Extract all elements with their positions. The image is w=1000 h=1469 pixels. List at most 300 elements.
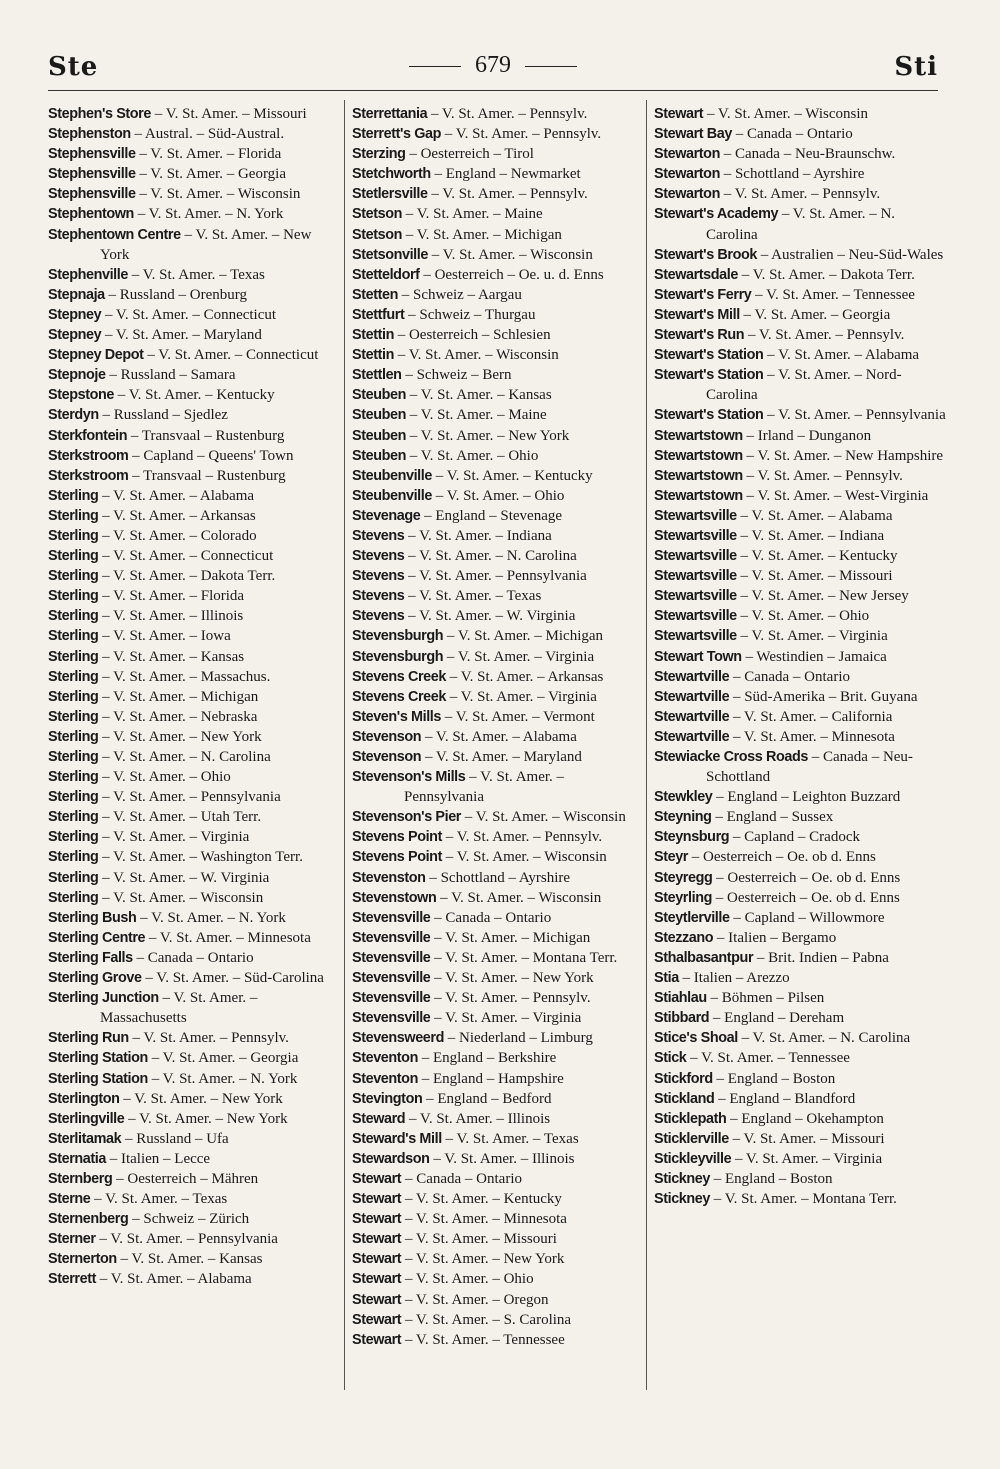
entry-headword: Sterne [48, 1191, 91, 1208]
entry-headword: Sterling [48, 487, 99, 504]
entry-location: – Westindien – Jamaica [741, 648, 887, 665]
entry-location: – Russland – Ufa [121, 1130, 229, 1147]
entry-headword: Stevenson's Mills [352, 769, 466, 786]
gazetteer-entry [352, 928, 644, 948]
entry-location: – V. St. Amer. – Virginia [731, 1150, 883, 1167]
entry-headword: Stewart [352, 1291, 402, 1308]
entry-location: – V. St. Amer. – N. Carolina [737, 1030, 911, 1047]
entry-headword: Stewart [352, 1271, 402, 1288]
entry-location: – V. St. Amer. – Dakota Terr. [98, 568, 276, 585]
entry-headword: Stewart [352, 1331, 402, 1348]
gazetteer-entry [654, 345, 946, 365]
gazetteer-entry [654, 466, 946, 486]
gazetteer-entry [48, 446, 340, 466]
entry-headword: Steward's Mill [352, 1130, 442, 1147]
gazetteer-entry [48, 184, 340, 204]
entry-headword: Sterzing [352, 146, 406, 163]
entry-location: – V. St. Amer. – Illinois [429, 1150, 575, 1167]
entry-location: – Schweiz – Thurgau [404, 306, 536, 323]
entry-location: – V. St. Amer. – Pennsylv. [427, 106, 588, 122]
entry-headword: Sterling Station [48, 1050, 148, 1067]
entry-location: – Russland – Sjedlez [98, 407, 228, 424]
entry-headword: Stevensville [352, 949, 431, 966]
entry-headword: Stewartsville [654, 628, 737, 645]
entry-headword: Stezzano [654, 929, 714, 946]
entry-headword: Stewart's Academy [654, 206, 779, 223]
entry-location: – V. St. Amer. – Montana Terr. [710, 1191, 897, 1208]
entry-headword: Stewartsville [654, 608, 737, 625]
entry-headword: Stewiacke Cross Roads [654, 749, 808, 765]
gazetteer-entry [654, 1149, 946, 1169]
entry-headword: Sterling Falls [48, 949, 133, 966]
gazetteer-entry [48, 667, 340, 687]
entry-location: – Schottland – Ayrshire [719, 166, 865, 183]
entry-headword: Stickney [654, 1191, 710, 1208]
entry-location: – V. St. Amer. – California [729, 708, 893, 725]
gazetteer-entry [352, 1109, 644, 1129]
entry-location: – V. St. Amer. – Kentucky [431, 467, 593, 484]
entry-headword: Steubenville [352, 467, 432, 484]
gazetteer-entry [654, 124, 946, 144]
gazetteer-entry [352, 486, 644, 506]
entry-location: – V. St. Amer. – W. Virginia [404, 608, 576, 625]
entry-headword: Stewart's Mill [654, 306, 740, 323]
entry-location: – V. St. Amer. – Florida [135, 146, 282, 163]
gazetteer-entry [654, 827, 946, 847]
entry-headword: Stewartsville [654, 588, 737, 605]
column-divider-1 [344, 100, 345, 1390]
gazetteer-entry [654, 647, 946, 667]
entry-location: – V. St. Amer. – Wisconsin [427, 246, 593, 263]
entry-headword: Stevenson's Pier [352, 809, 461, 826]
entry-headword: Stevens [352, 527, 405, 544]
entry-location: – V. St. Amer. – Wisconsin [98, 889, 264, 906]
entry-location: – V. St. Amer. – Virginia [430, 1010, 582, 1027]
entry-location: – V. St. Amer. – Wisconsin [441, 849, 607, 866]
entry-headword: Stetten [352, 286, 398, 303]
entry-location: – V. St. Amer. – Georgia [147, 1050, 299, 1067]
entry-headword: Sterling Grove [48, 970, 142, 987]
entry-headword: Sterling [48, 628, 99, 645]
gazetteer-entry [654, 888, 946, 908]
entry-location: – V. St. Amer. – Pennsylvania [763, 407, 946, 424]
gazetteer-entry [48, 104, 340, 124]
entry-location: – V. St. Amer. – Massachusetts [100, 990, 258, 1027]
entry-location: – V. St. Amer. – Tennessee [401, 1331, 565, 1348]
gazetteer-entry [48, 626, 340, 646]
entry-headword: Stetson [352, 206, 402, 223]
gazetteer-entry [352, 345, 644, 365]
gazetteer-entry [352, 847, 644, 867]
entry-location: – V. St. Amer. – Connecticut [98, 548, 274, 565]
entry-location: – V. St. Amer. – Virginia [98, 829, 250, 846]
entry-location: – V. St. Amer. – Indiana [736, 527, 885, 544]
gazetteer-entry [48, 807, 340, 827]
gazetteer-entry [654, 305, 946, 325]
gazetteer-entry [352, 1028, 644, 1048]
gazetteer-entry [352, 466, 644, 486]
entry-location: – V. St. Amer. – Missouri [401, 1231, 557, 1248]
entry-location: – Transvaal – Rustenburg [127, 427, 285, 444]
entry-headword: Sterling [48, 728, 99, 745]
gazetteer-entry [48, 426, 340, 446]
gazetteer-entry [48, 1209, 340, 1229]
gazetteer-entry [352, 1169, 644, 1189]
entry-location: – V. St. Amer. – Colorado [98, 527, 257, 544]
entry-headword: Sterling [48, 688, 99, 705]
gazetteer-entry [654, 1169, 946, 1189]
entry-headword: Stephentown Centre [48, 226, 181, 243]
entry-location: – V. St. Amer. – Wisconsin [135, 186, 301, 203]
gazetteer-entry [48, 325, 340, 345]
gazetteer-entry [654, 868, 946, 888]
gazetteer-entry [654, 526, 946, 546]
entry-headword: Sterling [48, 889, 99, 906]
entry-headword: Sterling [48, 809, 99, 826]
entry-headword: Stevenstown [352, 889, 437, 906]
gazetteer-entry [654, 1048, 946, 1068]
entry-location: – Canada – Neu-Schottland [706, 749, 913, 786]
entry-headword: Stewartville [654, 708, 730, 725]
entry-headword: Stewart [352, 1211, 402, 1228]
entry-location: – Italien – Bergamo [713, 929, 837, 946]
entry-location: – V. St. Amer. – West-Virginia [742, 487, 929, 504]
entry-headword: Stewart's Station [654, 347, 764, 364]
entry-headword: Stewartstown [654, 487, 743, 504]
entry-location: – Transvaal – Rustenburg [128, 467, 286, 484]
entry-location: – V. St. Amer. – Connecticut [101, 306, 277, 323]
entry-location: – V. St. Amer. – Pennsylv. [742, 467, 903, 484]
entry-headword: Stettin [352, 327, 394, 344]
gazetteer-entry [352, 124, 644, 144]
entry-location: – V. St. Amer. – Pennsylvania [404, 769, 565, 806]
entry-location: – V. St. Amer. – Michigan [401, 226, 562, 243]
gazetteer-entry [654, 727, 946, 747]
entry-location: – V. St. Amer. – Arkansas [98, 507, 256, 524]
gazetteer-entry [352, 747, 644, 767]
entry-headword: Sterrettania [352, 106, 428, 122]
gazetteer-entry [48, 204, 340, 224]
entry-location: – England – Blandford [714, 1090, 856, 1107]
gazetteer-entry [48, 144, 340, 164]
gazetteer-entry [352, 647, 644, 667]
entry-location: – V. St. Amer. – New York [405, 427, 570, 444]
entry-location: – Niederland – Limburg [444, 1030, 593, 1047]
gazetteer-entry [352, 1149, 644, 1169]
entry-headword: Stephensville [48, 146, 136, 163]
entry-headword: Sterling [48, 648, 99, 665]
gazetteer-entry [654, 807, 946, 827]
entry-headword: Stibbard [654, 1010, 710, 1027]
gazetteer-entry [352, 1290, 644, 1310]
gazetteer-entry [352, 968, 644, 988]
gazetteer-entry [48, 687, 340, 707]
gazetteer-entry [352, 1330, 644, 1350]
gazetteer-entry [654, 787, 946, 807]
entry-headword: Stephentown [48, 206, 134, 223]
entry-headword: Stepnoje [48, 367, 106, 384]
gazetteer-entry [654, 426, 946, 446]
gazetteer-entry [654, 948, 946, 968]
gazetteer-entry [654, 626, 946, 646]
entry-headword: Stepney Depot [48, 347, 144, 364]
entry-headword: Stepney [48, 306, 102, 323]
entry-location: – V. St. Amer. – Oregon [401, 1291, 549, 1308]
entry-headword: Stewart [352, 1251, 402, 1268]
header-rule [48, 90, 938, 91]
entry-location: – England – Sussex [711, 809, 834, 826]
gazetteer-entry [352, 225, 644, 245]
entry-headword: Steuben [352, 407, 406, 424]
entry-location: – V. St. Amer. – Maryland [101, 327, 262, 344]
gazetteer-entry [48, 1089, 340, 1109]
entry-location: – V. St. Amer. – Arkansas [446, 668, 604, 685]
entry-location: – V. St. Amer. – Kentucky [113, 387, 275, 404]
running-head-left: Ste [48, 52, 99, 82]
gazetteer-entry [48, 466, 340, 486]
gazetteer-entry [352, 184, 644, 204]
entry-headword: Sterner [48, 1231, 96, 1248]
entry-location: – Capland – Queens' Town [128, 447, 294, 464]
entry-headword: Stevens Creek [352, 688, 446, 705]
gazetteer-entry [352, 385, 644, 405]
gazetteer-entry [48, 1028, 340, 1048]
gazetteer-entry [48, 164, 340, 184]
gazetteer-entry [654, 908, 946, 928]
entry-headword: Stevensville [352, 929, 431, 946]
entry-location: – V. St. Amer. – Iowa [98, 628, 231, 645]
entry-headword: Stewart's Run [654, 327, 745, 344]
entry-location: – Russland – Orenburg [104, 286, 247, 303]
entry-headword: Stewartstown [654, 467, 743, 484]
gazetteer-entry [48, 305, 340, 325]
gazetteer-entry [352, 1069, 644, 1089]
entry-headword: Stewart's Station [654, 367, 764, 384]
entry-location: – Schweiz – Bern [401, 367, 512, 384]
entry-headword: Steventon [352, 1050, 418, 1067]
entry-location: – V. St. Amer. – Alabama [763, 347, 920, 364]
entry-location: – V. St. Amer. – N. Carolina [98, 749, 271, 765]
entry-location: – Oesterreich – Oe. ob d. Enns [688, 849, 876, 866]
entry-location: – V. St. Amer. – Nebraska [98, 708, 258, 725]
entry-headword: Sterling Station [48, 1070, 148, 1087]
gazetteer-entry [352, 526, 644, 546]
entry-location: – V. St. Amer. – Missouri [728, 1130, 885, 1147]
entry-headword: Steward [352, 1110, 406, 1127]
entry-location: – V. St. Amer. – Massachus. [98, 668, 271, 685]
entry-headword: Stevington [352, 1090, 423, 1107]
gazetteer-entry [352, 285, 644, 305]
entry-headword: Sterling [48, 769, 99, 786]
entry-headword: Sticklepath [654, 1110, 727, 1127]
entry-location: – V. St. Amer. – N. Carolina [404, 548, 577, 565]
entry-location: – V. St. Amer. – Ohio [736, 608, 870, 625]
entry-location: – V. St. Amer. – Virginia [443, 648, 595, 665]
entry-headword: Sterling [48, 829, 99, 846]
gazetteer-entry [48, 888, 340, 908]
gazetteer-entry [48, 586, 340, 606]
entry-location: – V. St. Amer. – New York [401, 1251, 565, 1268]
entry-headword: Sterling Junction [48, 990, 159, 1007]
gazetteer-entry [352, 606, 644, 626]
gazetteer-entry [48, 847, 340, 867]
entry-headword: Stevens [352, 548, 405, 565]
entry-location: – Oesterreich – Oe. u. d. Enns [419, 266, 604, 283]
gazetteer-entry [352, 1129, 644, 1149]
gazetteer-entry [352, 144, 644, 164]
entry-location: – V. St. Amer. – Ohio [431, 487, 565, 504]
entry-location: – V. St. Amer. – Indiana [404, 527, 552, 544]
entry-headword: Steyrling [654, 889, 712, 906]
entry-headword: Stephenston [48, 126, 131, 143]
gazetteer-entry [654, 1008, 946, 1028]
page-number: 679 [475, 52, 511, 78]
entry-location: – Süd-Amerika – Brit. Guyana [729, 688, 918, 705]
entry-headword: Stephen's Store [48, 106, 151, 122]
entry-location: – V. St. Amer. – Kansas [116, 1251, 263, 1268]
entry-location: – V. St. Amer. – Kentucky [401, 1191, 562, 1208]
entry-location: – England – Boston [710, 1170, 833, 1187]
gazetteer-entry [654, 164, 946, 184]
entry-headword: Sterling [48, 849, 99, 866]
gazetteer-entry [654, 546, 946, 566]
entry-location: – V. St. Amer. – New York [100, 226, 312, 263]
entry-headword: Steubenville [352, 487, 432, 504]
gazetteer-entry [48, 1109, 340, 1129]
entry-headword: Sterlingville [48, 1110, 125, 1127]
entry-headword: Stice's Shoal [654, 1030, 738, 1047]
entry-headword: Steyning [654, 809, 712, 826]
gazetteer-entry [48, 285, 340, 305]
entry-location: – V. St. Amer. – New Jersey [736, 588, 909, 605]
entry-location: – V. St. Amer. – Alabama [421, 728, 577, 745]
entry-headword: Stewartville [654, 668, 730, 685]
entry-location: – V. St. Amer. – Wisconsin [461, 809, 626, 826]
entry-headword: Sterkfontein [48, 427, 128, 444]
entry-headword: Stewartstown [654, 427, 743, 444]
entry-headword: Sterlitamak [48, 1130, 122, 1147]
gazetteer-entry [654, 245, 946, 265]
gazetteer-entry [48, 385, 340, 405]
entry-headword: Steuben [352, 447, 406, 464]
entry-location: – V. St. Amer. – Dakota Terr. [737, 266, 915, 283]
gazetteer-entry [48, 868, 340, 888]
entry-headword: Sterling [48, 588, 99, 605]
entry-location: – V. St. Amer. – Ohio [405, 447, 539, 464]
gazetteer-entry [654, 606, 946, 626]
entry-location: – V. St. Amer. – Texas [127, 266, 265, 283]
entry-location: – V. St. Amer. – Michigan [443, 628, 604, 645]
entry-headword: Stevens Point [352, 829, 442, 846]
entry-headword: Stewart Town [654, 648, 742, 665]
entry-location: – V. St. Amer. – S. Carolina [401, 1311, 572, 1328]
gazetteer-entry [48, 1189, 340, 1209]
gazetteer-entry [352, 727, 644, 747]
entry-headword: Stevensville [352, 990, 431, 1007]
entry-headword: Sternberg [48, 1170, 113, 1187]
gazetteer-entry [352, 868, 644, 888]
entry-headword: Sterling [48, 789, 99, 806]
gazetteer-entry [654, 1089, 946, 1109]
entry-location: – V. St. Amer. – Pennsylv. [427, 186, 588, 203]
entry-headword: Stetlersville [352, 186, 428, 203]
entry-location: – England – Stevenage [420, 507, 563, 524]
gazetteer-entry [48, 365, 340, 385]
entry-headword: Sterling [48, 548, 99, 565]
entry-headword: Sterrett's Gap [352, 126, 441, 143]
entry-location: – V. St. Amer. – Pennsylv. [441, 126, 602, 143]
entry-headword: Stevenson [352, 728, 422, 745]
entry-headword: Steuben [352, 387, 406, 404]
gazetteer-entry [48, 486, 340, 506]
entry-headword: Stewartsville [654, 527, 737, 544]
gazetteer-entry [654, 1028, 946, 1048]
entry-location: – V. St. Amer. – Missouri [736, 568, 893, 585]
entry-location: – V. St. Amer. – Kentucky [736, 548, 898, 565]
gazetteer-entry [352, 667, 644, 687]
entry-headword: Stetsonville [352, 246, 428, 263]
entry-location: – V. St. Amer. – N. Carolina [706, 206, 896, 243]
entry-location: – Russland – Samara [105, 367, 236, 384]
gazetteer-entry [654, 144, 946, 164]
entry-headword: Steynsburg [654, 829, 730, 846]
entry-headword: Stettlen [352, 367, 402, 384]
entry-location: – V. St. Amer. – N. York [147, 1070, 298, 1087]
gazetteer-entry [654, 1189, 946, 1209]
gazetteer-entry [352, 305, 644, 325]
entry-location: – Böhmen – Pilsen [706, 990, 825, 1007]
gazetteer-entry [48, 606, 340, 626]
gazetteer-entry [352, 164, 644, 184]
entry-headword: Sternerton [48, 1251, 117, 1268]
entry-headword: Stettin [352, 347, 394, 364]
entry-location: – V. St. Amer. – Michigan [430, 929, 591, 946]
gazetteer-entry [352, 687, 644, 707]
gazetteer-entry [352, 405, 644, 425]
gazetteer-entry [48, 1129, 340, 1149]
entry-headword: Sthalbasantpur [654, 949, 754, 966]
entry-location: – V. St. Amer. – Pennsylv. [430, 990, 591, 1007]
gazetteer-entry [48, 767, 340, 787]
entry-location: – England – Bedford [422, 1090, 552, 1107]
entry-location: – V. St. Amer. – Pennsylvania [95, 1231, 278, 1248]
entry-headword: Stiahlau [654, 990, 707, 1007]
gazetteer-entry [352, 827, 644, 847]
entry-headword: Stetteldorf [352, 266, 420, 283]
gazetteer-entry [352, 566, 644, 586]
entry-headword: Sterling Run [48, 1030, 129, 1047]
gazetteer-entry [352, 426, 644, 446]
entry-location: – V. St. Amer. – Kansas [98, 648, 245, 665]
gazetteer-entry [48, 948, 340, 968]
entry-headword: Stewarton [654, 146, 720, 163]
gazetteer-entry [654, 968, 946, 988]
gazetteer-entry [48, 124, 340, 144]
gazetteer-entry [654, 265, 946, 285]
gazetteer-entry [654, 285, 946, 305]
entry-headword: Stewarton [654, 186, 720, 203]
entry-location: – V. St. Amer. – Texas [441, 1130, 579, 1147]
gazetteer-entry [48, 1229, 340, 1249]
entry-location: – Canada – Ontario [731, 126, 853, 143]
entry-location: – V. St. Amer. – Pennsylv. [744, 327, 905, 344]
entry-headword: Stevensburgh [352, 648, 444, 665]
gazetteer-entry [352, 1269, 644, 1289]
entry-headword: Stickleyville [654, 1150, 732, 1167]
gazetteer-entry [48, 1249, 340, 1269]
entry-headword: Steventon [352, 1070, 418, 1087]
entry-location: – V. St. Amer. – Utah Terr. [98, 809, 262, 826]
